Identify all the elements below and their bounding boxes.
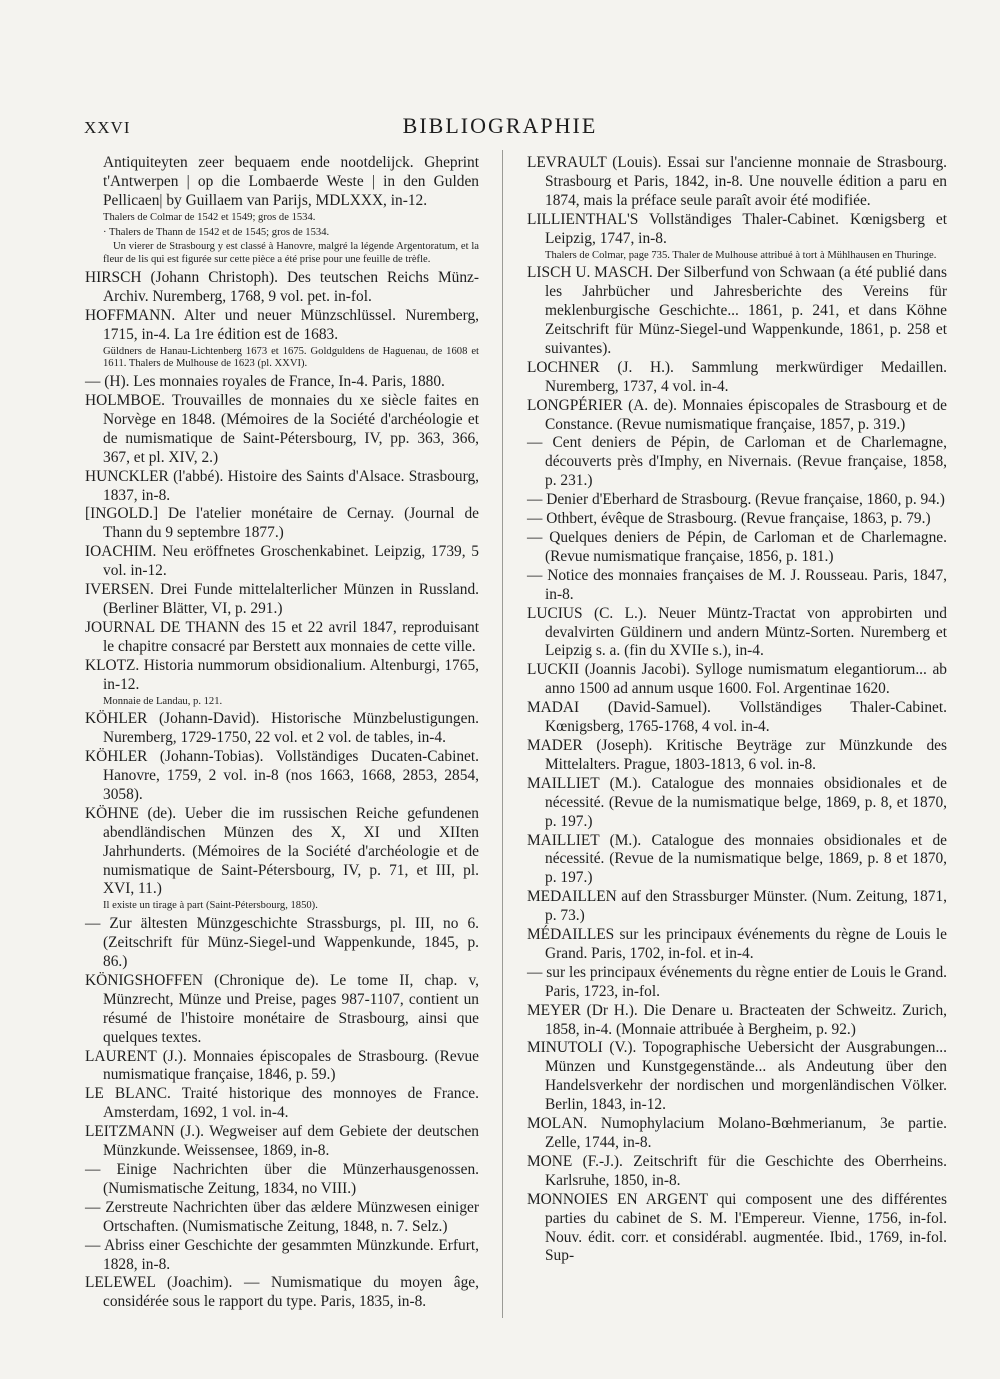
bibliography-entry: — Abriss einer Geschichte der gesammten Münzkunde. Erfurt, 1828, in-8. [85, 1236, 479, 1273]
bibliography-entry: MOLAN. Numophylacium Molano-Bœhmerianum, 3e partie. Zelle, 1744, in-8. [527, 1115, 947, 1152]
bibliography-entry: — sur les principaux événements du règne entier de Louis le Grand. Paris, 1723, in-fol. [527, 963, 947, 1000]
bibliography-entry: LILLIENTHAL'S Vollständiges Thaler-Cabinet. Kœnigsberg et Leipzig, 1747, in-8. [527, 210, 947, 247]
bibliography-entry: — Quelques deniers de Pépin, de Carloman et de Charlemagne. (Revue numismatique française, 1856, p. 181.) [527, 529, 947, 565]
bibliography-entry: LUCIUS (C. L.). Neuer Müntz-Tractat von approbirten und devalvirten Güldinern und andern Müntz-Sorten. Nuremberg et Leipzig s. a. (fin du XVIIe s.), in-4. [527, 604, 947, 660]
bibliography-entry: — Notice des monnaies françaises de M. J. Rousseau. Paris, 1847, in-8. [527, 566, 947, 603]
bibliography-entry: KÖHLER (Johann-David). Historische Münzbelustigungen. Nuremberg, 1729-1750, 22 vol. et 2 vol. de tables, in-4. [85, 710, 479, 747]
bibliography-entry: KÖNIGSHOFFEN (Chronique de). Le tome II, chap. v, Münzrecht, Münze und Preise, pages 987-1107, contient un résumé de l'histoire monétaire de Strasbourg, ainsi que quelques textes. [85, 971, 479, 1046]
bibliography-entry: MEYER (Dr H.). Die Denare u. Bracteaten der Schweitz. Zurich, 1858, in-4. (Monnaie attribuée à Bergheim, p. 92.) [527, 1001, 947, 1038]
bibliography-entry: [INGOLD.] De l'atelier monétaire de Cernay. (Journal de Thann du 9 septembre 1877.) [85, 505, 479, 542]
bibliography-note: Il existe un tirage à part (Saint-Pétersbourg, 1850). [103, 900, 318, 912]
column-divider [502, 150, 503, 1318]
bibliography-note: Thalers de Colmar de 1542 et 1549; gros de 1534. [103, 211, 316, 223]
bibliography-entry: — Zur ältesten Münzgeschichte Strassburgs, pl. III, no 6. (Zeitschrift für Münz-Siegel-und Wappenkunde, 1845, p. 86.) [85, 915, 479, 970]
bibliography-entry: MONNOIES EN ARGENT qui composent une des différentes parties du cabinet de S. M. l'Empereur. Vienne, 1756, in-fol. Nouv. édit. corr. et considérabl. augmentée. Ibid., 1769, in-fol. Sup- [527, 1190, 947, 1265]
bibliography-entry: LE BLANC. Traité historique des monnoyes de France. Amsterdam, 1692, 1 vol. in-4. [85, 1085, 479, 1122]
bibliography-entry: MADER (Joseph). Kritische Beyträge zur Münzkunde des Mittelalters. Prague, 1803-1813, 6 vol. in-8. [527, 736, 947, 773]
page-title: BIBLIOGRAPHIE [402, 113, 598, 138]
bibliography-entry: LONGPÉRIER (A. de). Monnaies épiscopales de Strasbourg et de Constance. (Revue numismatique française, 1857, p. 319.) [527, 396, 947, 433]
bibliography-entry: LISCH U. MASCH. Der Silberfund von Schwaan (a été publié dans les Jahrbücher und Jahresberichte des Vereins für meklenburgische Geschichte... 1861, p. 241, et dans Köhne Zeitschrift für Münz-Siegel-und Wappenkunde, 1861, p. 258 et suivantes). [527, 264, 947, 357]
bibliography-entry: — Cent deniers de Pépin, de Carloman et de Charlemagne, découverts près d'Imphy, en Nivernais. (Revue française, 1858, p. 231.) [527, 434, 947, 490]
bibliography-entry: — Einige Nachrichten über die Münzerhausgenossen. (Numismatische Zeitung, 1834, no VIII.) [85, 1160, 479, 1197]
bibliography-note: Un vierer de Strasbourg y est classé à Hanovre, malgré la légende Argentoratum, et la fleur de lis qui est figurée sur cette pièce a été prise pour une feuille de trèfle. [103, 241, 479, 266]
bibliography-entry: KLOTZ. Historia nummorum obsidionalium. Altenburgi, 1765, in-12. [85, 656, 479, 693]
bibliography-entry: LUCKII (Joannis Jacobi). Sylloge numismatum elegantiorum... ab anno 1500 ad annum usque 1600. Fol. Argentinae 1620. [527, 661, 947, 698]
bibliography-entry: Antiquiteyten zeer bequaem ende nootdelijck. Gheprint t'Antwerpen | op die Lombaerde Weste | in den Gulden Pellicaen| by Guillaem van Parijs, MDLXXX, in-12. [103, 154, 479, 209]
bibliography-entry: IOACHIM. Neu eröffnetes Groschenkabinet. Leipzig, 1739, 5 vol. in-12. [85, 543, 479, 580]
bibliography-entry: HUNCKLER (l'abbé). Histoire des Saints d'Alsace. Strasbourg, 1837, in-8. [85, 467, 479, 504]
bibliography-entry: — (H). Les monnaies royales de France, In-4. Paris, 1880. [85, 373, 445, 391]
bibliography-entry: LEVRAULT (Louis). Essai sur l'ancienne monnaie de Strasbourg. Strasbourg et Paris, 1842, in-8. Une nouvelle édition a paru en 1874, mais la préface seule paraît avoir été modifiée. [527, 154, 947, 209]
bibliography-entry: HOLMBOE. Trouvailles de monnaies du xe siècle faites en Norvège en 1848. (Mémoires de la Société d'archéologie et de numismatique de Saint-Pétersbourg, IV, pp. 363, 366, 367, et pl. XIV, 2.) [85, 392, 479, 466]
bibliography-entry: JOURNAL DE THANN des 15 et 22 avril 1847, reproduisant le chapitre consacré par Berstett aux monnaies de cette ville. [85, 618, 479, 655]
bibliography-entry: — Zerstreute Nachrichten über das ældere Münzwesen einiger Ortschaften. (Numismatische Zeitung, 1848, n. 7. Selz.) [85, 1198, 479, 1235]
bibliography-entry: HOFFMANN. Alter und neuer Münzschlüssel. Nuremberg, 1715, in-4. La 1re édition est de 1683. [85, 306, 479, 343]
right-column [527, 154, 947, 1266]
page-number: XXVI [84, 118, 131, 137]
bibliography-entry: MAILLIET (M.). Catalogue des monnaies obsidionales et de nécessité. (Revue de la numismatique belge, 1869, p. 8, et 1870, p. 197.) [527, 774, 947, 830]
bibliography-entry: MONE (F.-J.). Zeitschrift für die Geschichte des Oberrheins. Karlsruhe, 1850, in-8. [527, 1152, 947, 1189]
bibliography-note: · Thalers de Thann de 1542 et de 1545; gros de 1534. [103, 226, 330, 238]
left-column [85, 154, 479, 1312]
bibliography-entry: MEDAILLEN auf den Strassburger Münster. (Num. Zeitung, 1871, p. 73.) [527, 888, 947, 925]
bibliography-entry: LELEWEL (Joachim). — Numismatique du moyen âge, considérée sous le rapport du type. Paris, 1835, in-8. [85, 1274, 479, 1311]
bibliography-entry: LEITZMANN (J.). Wegweiser auf dem Gebiete der deutschen Münzkunde. Weissensee, 1869, in-8. [85, 1123, 479, 1160]
bibliography-entry: MADAI (David-Samuel). Vollständiges Thaler-Cabinet. Kœnigsberg, 1765-1768, 4 vol. in-4. [527, 699, 947, 736]
bibliography-entry: — Denier d'Eberhard de Strasbourg. (Revue française, 1860, p. 94.) [527, 491, 945, 509]
bibliography-entry: MINUTOLI (V.). Topographische Uebersicht der Ausgrabungen... Münzen und Kunstgegenstände... als Andeutung über den Handelsverkehr der nordischen und morgenländischen Völker. Berlin, 1843, in-12. [527, 1039, 947, 1114]
bibliography-entry: LOCHNER (J. H.). Sammlung merkwürdiger Medaillen. Nuremberg, 1737, 4 vol. in-4. [527, 358, 947, 395]
bibliography-entry: HIRSCH (Johann Christoph). Des teutschen Reichs Münz-Archiv. Nuremberg, 1768, 9 vol. pet. in-fol. [85, 268, 479, 305]
bibliography-entry: MÉDAILLES sur les principaux événements du règne de Louis le Grand. Paris, 1702, in-fol. et in-4. [527, 926, 947, 962]
bibliography-entry: KÖHNE (de). Ueber die im russischen Reiche gefundenen abendländischen Münzen des X, XI und XIIten Jahrhunderts. (Mémoires de la Société d'archéologie et de numismatique de Saint-Pétersbourg, IV, p. 71, et III, pl. XVI, 11.) [85, 804, 479, 898]
bibliography-entry: IVERSEN. Drei Funde mittelalterlicher Münzen in Russland. (Berliner Blätter, VI, p. 291.) [85, 581, 479, 617]
bibliography-entry: LAURENT (J.). Monnaies épiscopales de Strasbourg. (Revue numismatique française, 1846, p. 59.) [85, 1047, 479, 1084]
bibliography-entry: KÖHLER (Johann-Tobias). Vollständiges Ducaten-Cabinet. Hanovre, 1759, 2 vol. in-8 (nos 1663, 1668, 2853, 2854, 3058). [85, 748, 479, 803]
bibliography-note: Thalers de Colmar, page 735. Thaler de Mulhouse attribué à tort à Mühlhausen en Thuringe. [545, 249, 937, 261]
bibliography-entry: — Othbert, évêque de Strasbourg. (Revue française, 1863, p. 79.) [527, 510, 931, 528]
bibliography-note: Güldners de Hanau-Lichtenberg 1673 et 1675. Goldguldens de Haguenau, de 1608 et 1611. Thalers de Mulhouse de 1623 (pl. XXVI). [103, 345, 479, 370]
bibliography-entry: MAILLIET (M.). Catalogue des monnaies obsidionales et de nécessité. (Revue de la numismatique belge, 1869, p. 8 et 1870, p. 197.) [527, 831, 947, 887]
bibliography-note: Monnaie de Landau, p. 121. [103, 695, 223, 707]
